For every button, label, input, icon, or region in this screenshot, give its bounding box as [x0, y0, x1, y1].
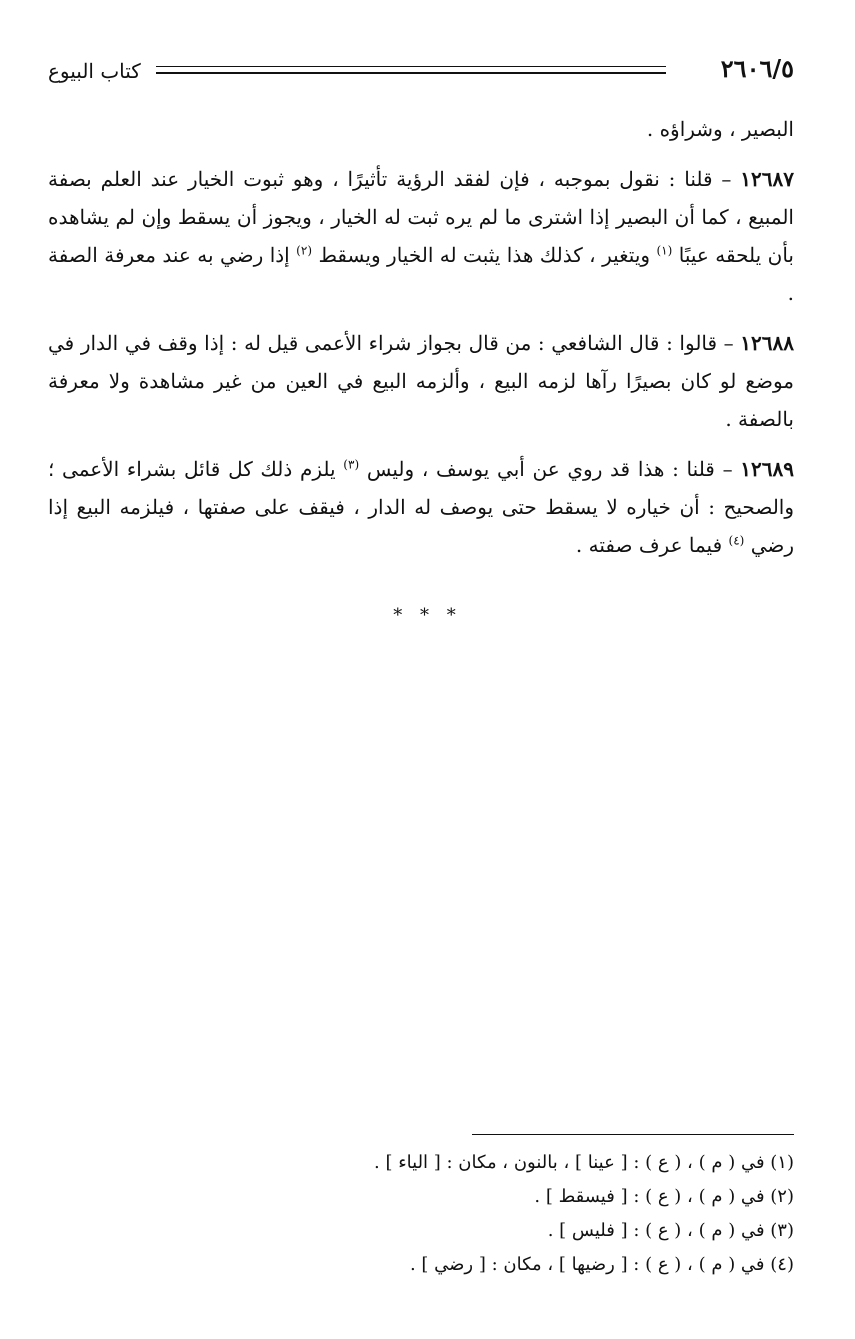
footnote-4: (٤) في ( م ) ، ( ع ) : [ رضيها ] ، مكان : [ رضي ] . [409, 1254, 794, 1275]
paragraph-text: البصير ، وشراؤه . [646, 117, 794, 141]
footnote-mark: (١) [656, 243, 673, 258]
paragraph-text: – قلنا : هذا قد روي عن أبي يوسف ، وليس [366, 457, 741, 481]
page-header [48, 50, 794, 90]
paragraph-12689 [48, 450, 794, 564]
footnote-3: (٣) في ( م ) ، ( ع ) : [ فليس ] . [547, 1220, 794, 1241]
footnote-1: (١) في ( م ) ، ( ع ) : [ عينا ] ، بالنون ، مكان : [ الياء ] . [374, 1152, 794, 1173]
paragraph-12688 [48, 324, 794, 438]
paragraph-text: – قلنا : نقول بموجبه ، فإن لفقد الرؤية تأثيرًا ، وهو ثبوت الخيار عند العلم بصفة المبيع ، كما أن البصير إذا اشترى ما لم يره ثبت له الخيار ، ويجوز أن يسقط وإن لم يشاهده بأن يلحقه عيبًا [48, 167, 794, 267]
book-title: كتاب البيوع [48, 59, 141, 83]
paragraph-number: ١٢٦٨٧ [740, 167, 794, 191]
paragraph-text: – قالوا : قال الشافعي : من قال بجواز شراء الأعمى قيل له : إذا وقف في الدار في موضع لو كان بصيرًا رآها لزمه البيع ، وألزمه البيع في العين من غير مشاهدة ولا معرفة بالصفة . [48, 331, 794, 431]
footnote-rule [472, 1134, 794, 1135]
paragraph-continuation [48, 110, 794, 148]
paragraph-text: فيما عرف صفته . [575, 533, 729, 557]
paragraph-text: يلزم ذلك كل قائل بشراء الأعمى ؛ والصحيح : أن خياره لا يسقط حتى يوصف له الدار ، فيقف على صفتها ، فيلزمه البيع إذا رضي [48, 457, 794, 557]
paragraph-text: إذا رضي به عند معرفة الصفة . [48, 243, 794, 305]
main-text [48, 110, 794, 576]
paragraph-12687 [48, 160, 794, 312]
paragraph-number: ١٢٦٨٨ [740, 331, 794, 355]
footnote-2: (٢) في ( م ) ، ( ع ) : [ فيسقط ] . [534, 1186, 794, 1207]
paragraph-number: ١٢٦٨٩ [740, 457, 794, 481]
paragraph-text: ويتغير ، كذلك هذا يثبت له الخيار ويسقط [318, 243, 657, 267]
page-number: ٢٦٠٦/٥ [720, 54, 794, 83]
section-separator: * * * [393, 605, 462, 626]
footnote-mark: (٢) [296, 243, 312, 258]
header-rule [156, 66, 666, 74]
footnote-mark: (٣) [343, 457, 360, 472]
footnotes [48, 1146, 794, 1282]
footnote-mark: (٤) [728, 533, 745, 548]
